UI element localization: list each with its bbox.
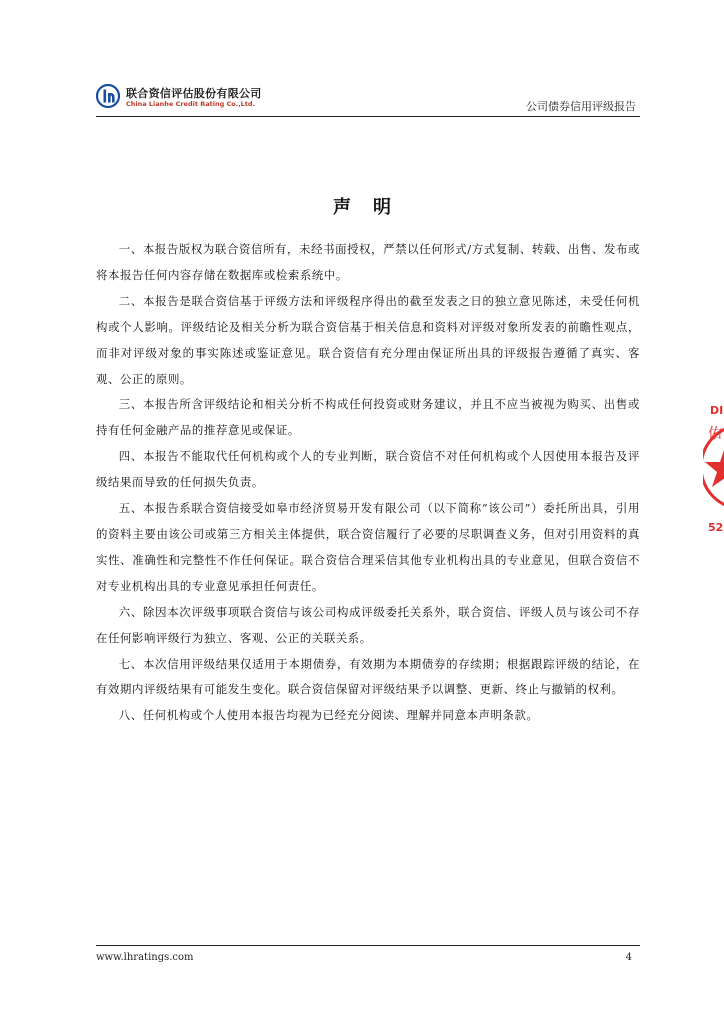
- paragraph-1: 一、本报告版权为联合资信所有，未经书面授权，严禁以任何形式/方式复制、转载、出售、发布或将本报告任何内容存储在数据库或检索系统中。: [96, 242, 640, 282]
- footer-divider: [96, 945, 640, 946]
- paragraph-8: 八、任何机构或个人使用本报告均视为已经充分阅读、理解并同意本声明条款。: [118, 708, 539, 723]
- paragraph-2: 二、本报告是联合资信基于评级方法和评级程序得出的截至发表之日的独立意见陈述，未受任何机构或个人影响。评级结论及相关分析为联合资信基于相关信息和资料对评级对象所发表的前瞻性观点，而非对评级对象的事实陈述或鉴证意见。联合资信有充分理由保证所出具的评级报告遵循了真实、客观、公正的原则。: [96, 293, 640, 386]
- red-seal-stamp: [703, 392, 724, 542]
- paragraph-4: 四、本报告不能取代任何机构或个人的专业判断，联合资信不对任何机构或个人因使用本报告及评级结果而导致的任何损失负责。: [96, 449, 640, 490]
- seal-text-mid: 佑: [708, 426, 722, 442]
- company-name-en: China Lianhe Credit Rating Co.,Ltd.: [126, 100, 256, 108]
- page-number: 4: [625, 952, 632, 963]
- seal-text-bottom: 52: [708, 521, 724, 534]
- page-header: [96, 84, 640, 118]
- paragraph-6: 六、除因本次评级事项联合资信与该公司构成评级委托关系外，联合资信、评级人员与该公司不存在任何影响评级行为独立、客观、公正的关联关系。: [96, 604, 640, 645]
- header-divider: [96, 116, 640, 117]
- company-logo-icon: [96, 84, 120, 108]
- seal-text-top: DI: [710, 404, 724, 417]
- paragraph-3: 三、本报告所含评级结论和相关分析不构成任何投资或财务建议，并且不应当被视为购买、出售或持有任何金融产品的推荐意见或保证。: [96, 397, 640, 438]
- company-name-cn: 联合资信评估股份有限公司: [126, 87, 262, 100]
- paragraph-5: 五、本报告系联合资信接受如皋市经济贸易开发有限公司（以下简称“该公司”）委托所出具，引用的资料主要由该公司或第三方相关主体提供，联合资信履行了必要的尽职调查义务，但对引用资料的真实性、准确性和完整性不作任何保证。联合资信合理采信其他专业机构出具的专业意见，但联合资信不对专业机构出具的专业意见承担任何责任。: [96, 501, 640, 593]
- statement-body: [96, 237, 640, 729]
- page-title: 声明: [333, 197, 413, 218]
- report-type: 公司债券信用评级报告: [526, 100, 636, 113]
- footer-website: www.lhratings.com: [96, 952, 194, 963]
- paragraph-7: 七、本次信用评级结果仅适用于本期债券，有效期为本期债券的存续期；根据跟踪评级的结论，在有效期内评级结果有可能发生变化。联合资信保留对评级结果予以调整、更新、终止与撤销的权利。: [96, 656, 640, 697]
